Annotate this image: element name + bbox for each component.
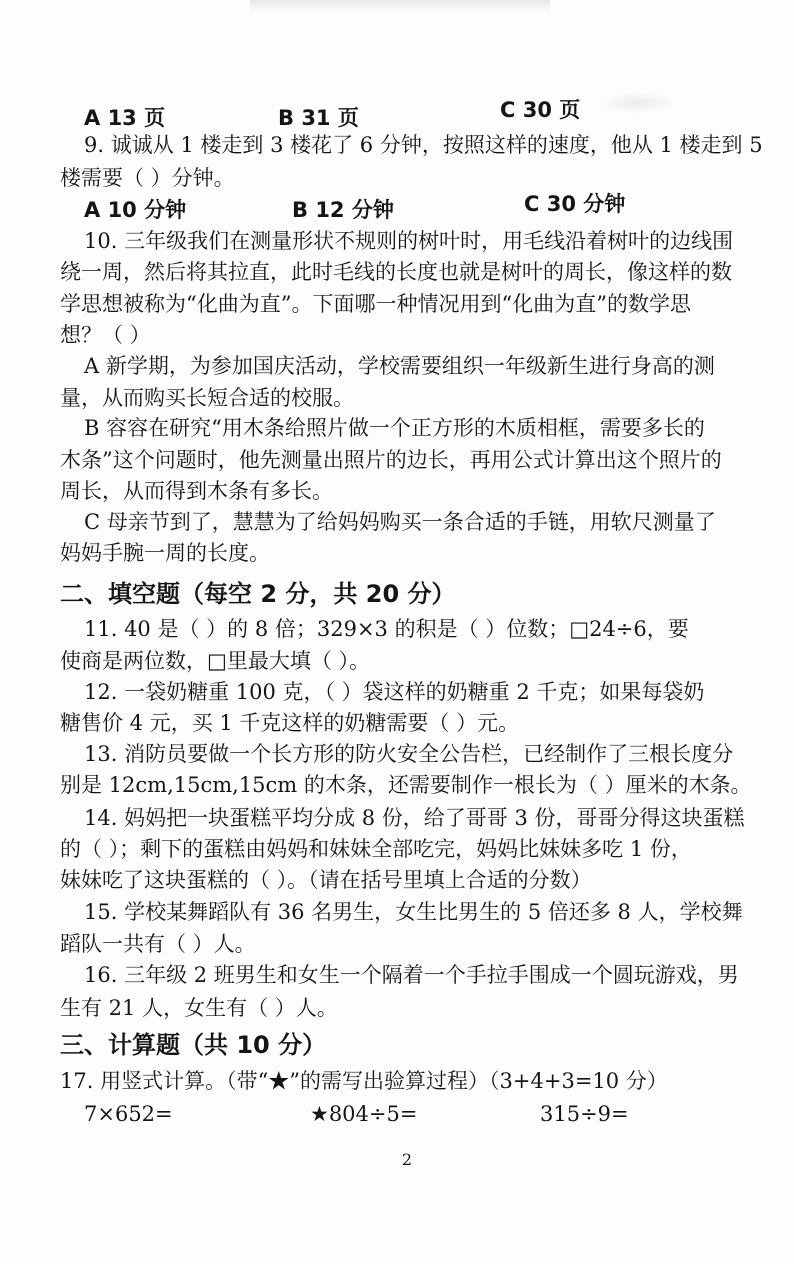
q13-line-1: 13. 消防员要做一个长方形的防火安全公告栏，已经制作了三根长度分 — [84, 742, 734, 766]
q16-line-1: 16. 三年级 2 班男生和女生一个隔着一个手拉手围成一个圆玩游戏，男 — [84, 963, 739, 987]
scan-smudge — [598, 92, 678, 114]
q12-line-2: 糖售价 4 元，买 1 千克这样的奶糖需要（ ）元。 — [60, 711, 520, 735]
q11-line-2: 使商是两位数，□里最大填（ ）。 — [60, 649, 371, 673]
q9-line-1: 9. 诚诚从 1 楼走到 3 楼花了 6 分钟，按照这样的速度，他从 1 楼走到 5 — [84, 133, 763, 157]
q14-line-3: 妹妹吃了这块蛋糕的（ ）。（请在括号里填上合适的分数） — [60, 868, 592, 892]
q10-option-b-line-1: B 容容在研究“用木条给照片做一个正方形的木质相框，需要多长的 — [84, 416, 705, 440]
q9-option-b: B 12 分钟 — [292, 198, 394, 222]
q10-line-4: 想？（ ） — [60, 323, 151, 347]
q8-option-c: C 30 页 — [500, 98, 581, 122]
q13-line-2: 别是 12cm,15cm,15cm 的木条，还需要制作一根长为（ ）厘米的木条。 — [60, 773, 752, 797]
q14-line-1: 14. 妈妈把一块蛋糕平均分成 8 份，给了哥哥 3 份，哥哥分得这块蛋糕 — [84, 806, 745, 830]
q15-line-1: 15. 学校某舞蹈队有 36 名男生，女生比男生的 5 倍还多 8 人，学校舞 — [84, 900, 743, 924]
q9-line-2: 楼需要（ ）分钟。 — [60, 166, 235, 190]
q17-expression-2: ★804÷5= — [310, 1102, 418, 1126]
q17-expression-1: 7×652= — [84, 1102, 173, 1126]
scan-shadow — [250, 0, 550, 12]
q17-expression-3: 315÷9= — [540, 1102, 629, 1126]
q10-option-c-line-2: 妈妈手腕一周的长度。 — [60, 541, 270, 565]
q16-line-2: 生有 21 人，女生有（ ）人。 — [60, 996, 338, 1020]
section-2-title: 二、填空题（每空 2 分，共 20 分） — [60, 580, 456, 608]
q9-option-c: C 30 分钟 — [524, 192, 626, 216]
q10-option-a-line-1: A 新学期，为参加国庆活动，学校需要组织一年级新生进行身高的测 — [84, 354, 715, 378]
q8-option-b: B 31 页 — [278, 106, 359, 130]
q10-line-2: 绕一周，然后将其拉直，此时毛线的长度也就是树叶的周长，像这样的数 — [60, 260, 732, 284]
q9-option-a: A 10 分钟 — [84, 198, 187, 222]
q14-line-2: 的（ ）；剩下的蛋糕由妈妈和妹妹全部吃完，妈妈比妹妹多吃 1 份， — [60, 837, 692, 861]
q15-line-2: 蹈队一共有（ ）人。 — [60, 932, 256, 956]
q10-option-b-line-3: 周长，从而得到木条有多长。 — [60, 479, 333, 503]
q10-line-1: 10. 三年级我们在测量形状不规则的树叶时，用毛线沿着树叶的边线围 — [84, 229, 734, 253]
q17-instruction: 17. 用竖式计算。（带“★”的需写出验算过程）（3+4+3=10 分） — [60, 1069, 668, 1093]
q10-option-c-line-1: C 母亲节到了，慧慧为了给妈妈购买一条合适的手链，用软尺测量了 — [84, 510, 716, 534]
page-number: 2 — [401, 1150, 413, 1169]
q11-line-1: 11. 40 是（ ）的 8 倍；329×3 的积是（ ）位数；□24÷6，要 — [84, 617, 689, 641]
section-3-title: 三、计算题（共 10 分） — [60, 1031, 327, 1059]
q10-line-3: 学思想被称为“化曲为直”。下面哪一种情况用到“化曲为直”的数学思 — [60, 292, 691, 316]
q8-option-a: A 13 页 — [84, 106, 166, 130]
q12-line-1: 12. 一袋奶糖重 100 克，（ ）袋这样的奶糖重 2 千克；如果每袋奶 — [84, 680, 705, 704]
q10-option-b-line-2: 木条”这个问题时，他先测量出照片的边长，再用公式计算出这个照片的 — [60, 448, 722, 472]
q10-option-a-line-2: 量，从而购买长短合适的校服。 — [60, 386, 354, 410]
